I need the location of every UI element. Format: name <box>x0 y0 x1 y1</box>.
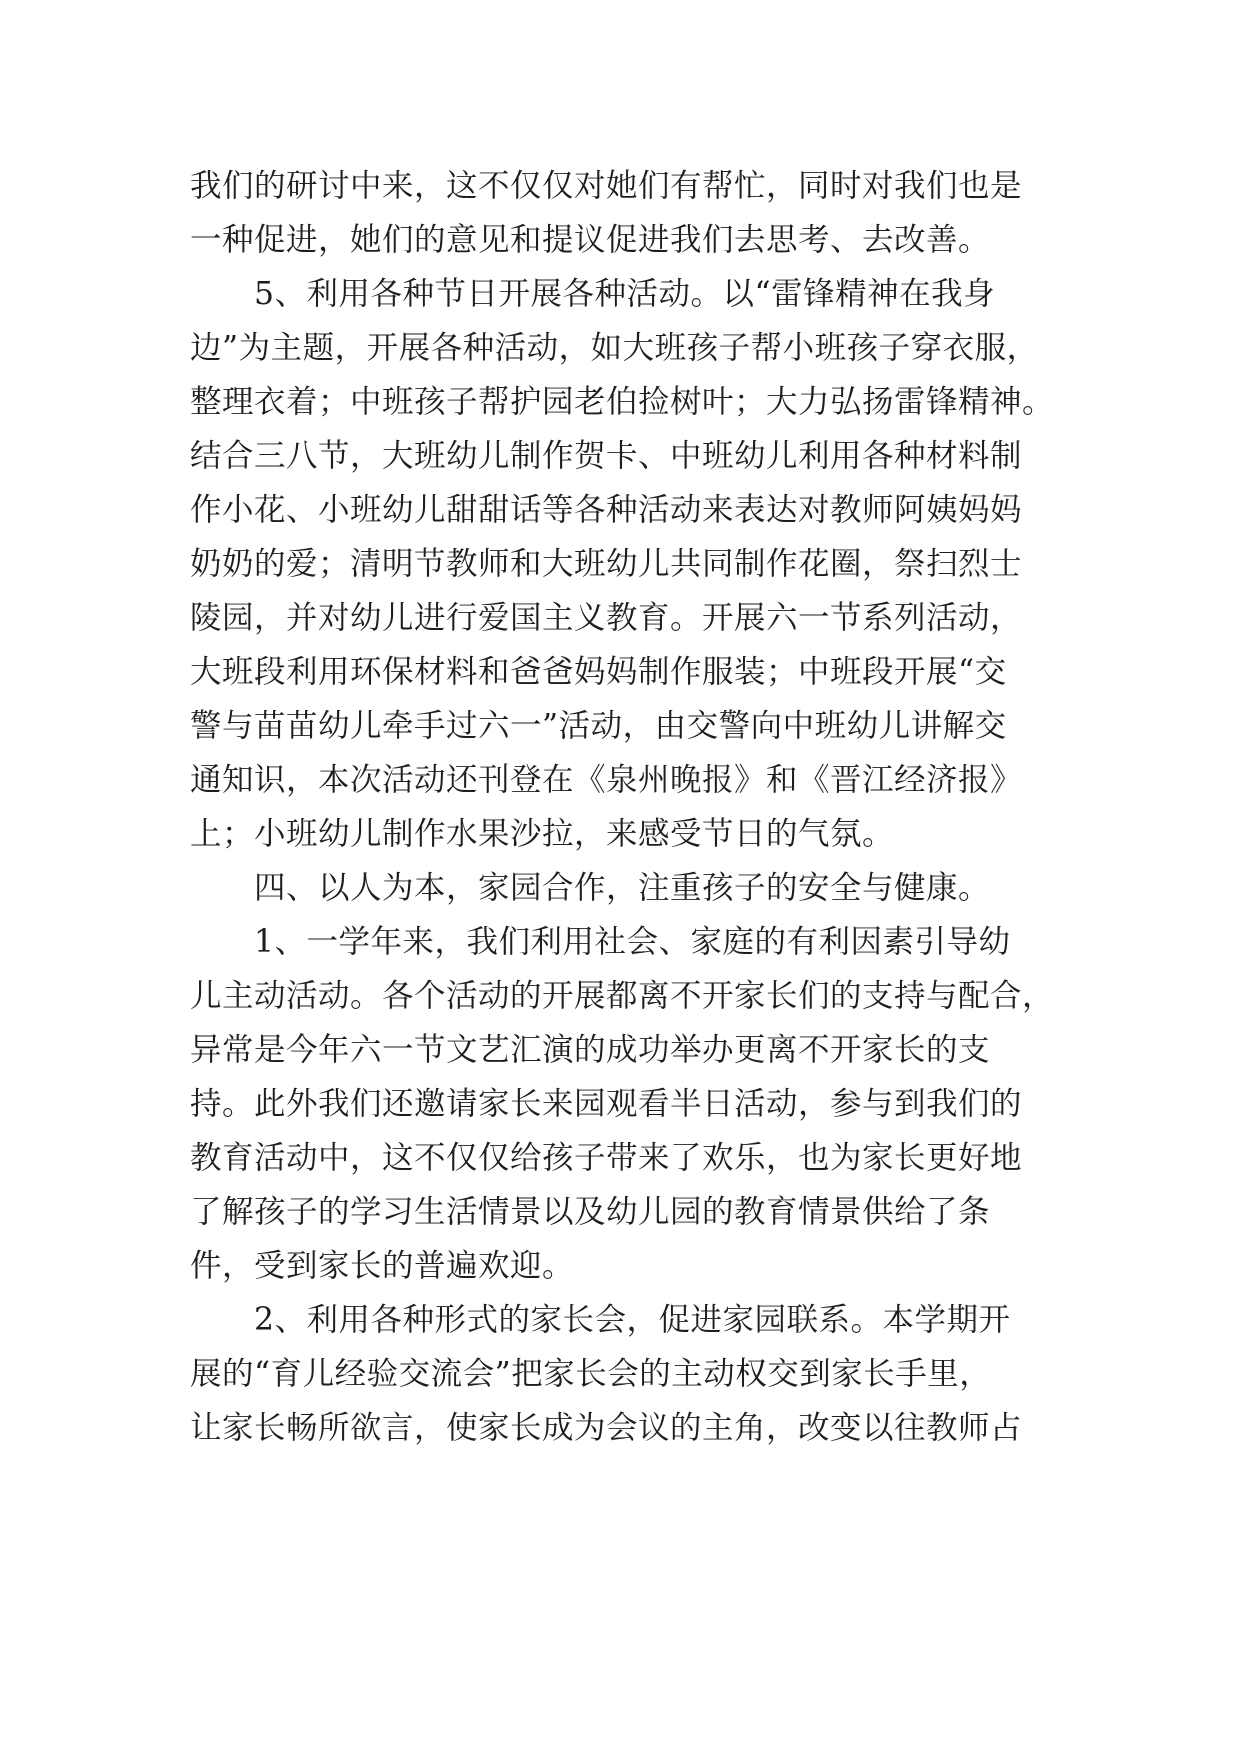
section-heading: 四、以人为本，家园合作，注重孩子的安全与健康。 <box>254 870 991 906</box>
text-line: 结合三八节，大班幼儿制作贺卡、中班幼儿利用各种材料制 <box>190 438 1023 474</box>
text-line: 陵园，并对幼儿进行爱国主义教育。开展六一节系列活动， <box>190 600 1023 636</box>
text-line: 1、一学年来，我们利用社会、家庭的有利因素引导幼 <box>254 924 1011 960</box>
text-line: 警与苗苗幼儿牵手过六一”活动，由交警向中班幼儿讲解交 <box>190 708 1007 744</box>
text-line: 通知识，本次活动还刊登在《泉州晚报》和《晋江经济报》 <box>190 762 1023 798</box>
text-line: 5、利用各种节日开展各种活动。以“雷锋精神在我身 <box>254 276 996 312</box>
text-line: 上；小班幼儿制作水果沙拉，来感受节日的气氛。 <box>190 816 895 852</box>
text-line: 奶奶的爱；清明节教师和大班幼儿共同制作花圈，祭扫烈士 <box>190 546 1023 582</box>
text-line: 大班段利用环保材料和爸爸妈妈制作服装；中班段开展“交 <box>190 654 1007 690</box>
text-line: 一种促进，她们的意见和提议促进我们去思考、去改善。 <box>190 222 991 258</box>
text-line: 儿主动活动。各个活动的开展都离不开家长们的支持与配合， <box>190 978 1055 1014</box>
text-line: 异常是今年六一节文艺汇演的成功举办更离不开家长的支 <box>190 1032 991 1068</box>
text-line: 整理衣着；中班孩子帮护园老伯捡树叶；大力弘扬雷锋精神。 <box>190 384 1055 420</box>
text-line: 件，受到家长的普遍欢迎。 <box>190 1248 575 1284</box>
text-line: 作小花、小班幼儿甜甜话等各种活动来表达对教师阿姨妈妈 <box>190 492 1023 528</box>
text-line: 我们的研讨中来，这不仅仅对她们有帮忙，同时对我们也是 <box>190 168 1023 204</box>
text-line: 2、利用各种形式的家长会，促进家园联系。本学期开 <box>254 1302 1011 1338</box>
text-line: 边”为主题，开展各种活动，如大班孩子帮小班孩子穿衣服， <box>190 330 1039 366</box>
text-line: 了解孩子的学习生活情景以及幼儿园的教育情景供给了条 <box>190 1194 991 1230</box>
text-line: 让家长畅所欲言，使家长成为会议的主角，改变以往教师占 <box>190 1410 1023 1446</box>
text-line: 展的“育儿经验交流会”把家长会的主动权交到家长手里， <box>190 1356 992 1392</box>
text-line: 教育活动中，这不仅仅给孩子带来了欢乐，也为家长更好地 <box>190 1140 1023 1176</box>
text-line: 持。此外我们还邀请家长来园观看半日活动，参与到我们的 <box>190 1086 1023 1122</box>
